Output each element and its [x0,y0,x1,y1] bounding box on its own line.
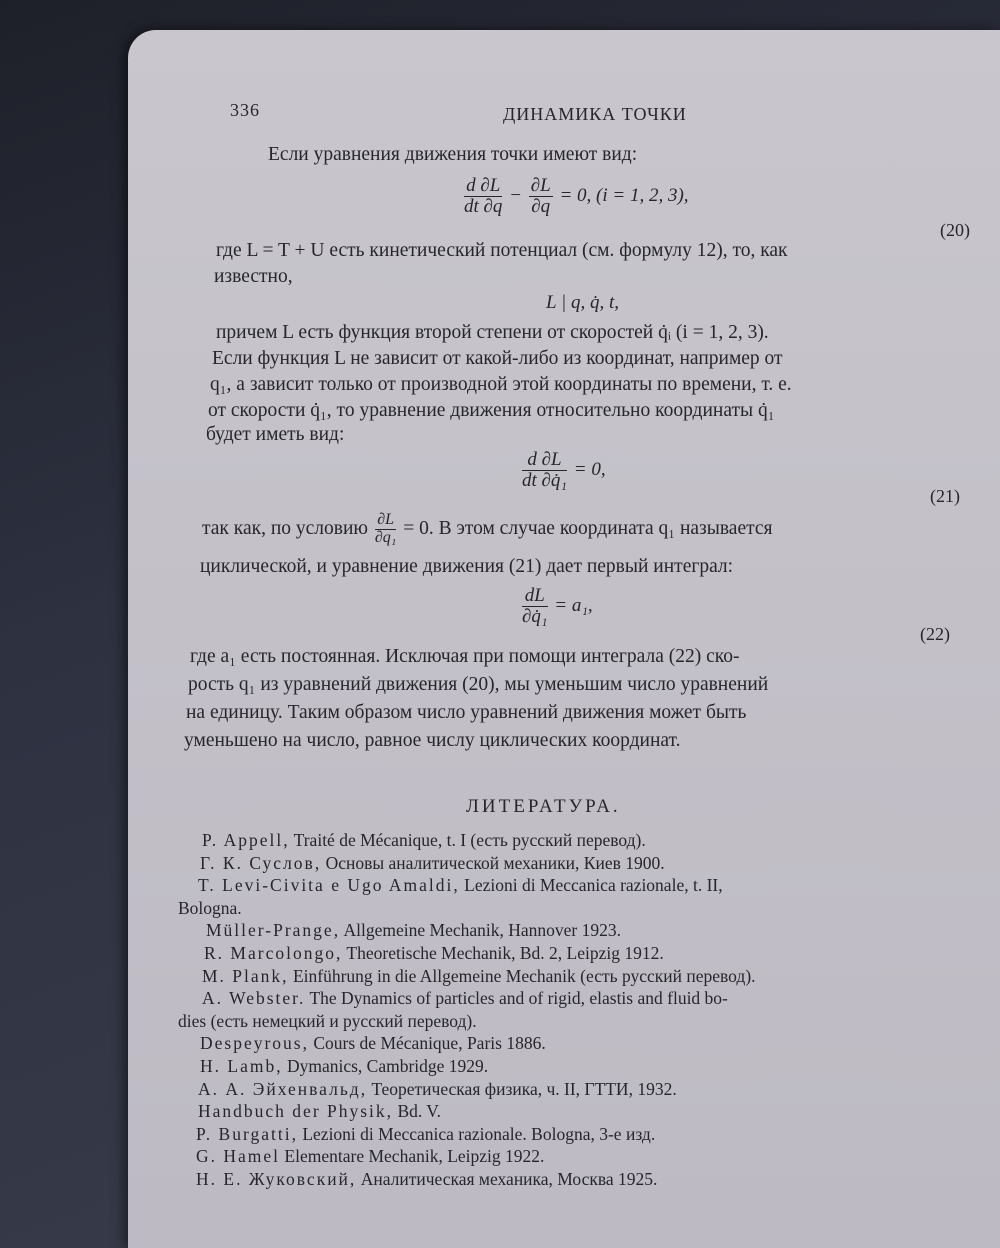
running-title: ДИНАМИКА ТОЧКИ [503,104,687,124]
paragraph-line: где L = T + U есть кинетический потенциал (см. формулу 12), то, как [216,240,788,261]
reference-title: Elementare Mechanik, Leipzig 1922. [284,1146,545,1167]
reference-title: Dymanics, Cambridge 1929. [286,1056,489,1076]
reference-item [196,1146,544,1167]
reference-item [204,943,664,964]
equation-lagrangian-args: L | q, q̇, t, [546,292,619,313]
paragraph-line: Если уравнения движения точки имеют вид: [268,144,638,165]
book-page [128,30,1000,1248]
reference-author: P. Burgatti, [196,1123,298,1144]
reference-item [198,1101,441,1122]
reference-author: Müller-Prange, [206,920,341,941]
reference-title: Lezioni di Meccanica razionale. Bologna, 3-е изд. [302,1123,656,1144]
paragraph-line: так как, по условию $\frac{\partial L}{\text{∂q₁}}$ = 0. В этом случае координата q₁ называется [202,511,773,546]
reference-author: H. Lamb, [200,1056,283,1076]
paragraph-line: известно, [214,266,293,287]
reference-author: Н. Е. Жуковский, [196,1169,357,1189]
reference-title: Lezioni di Meccanica razionale, t. II, [464,875,723,896]
reference-item [178,898,242,919]
eq20-frac-1: $\frac{d \partial L}{dt \partial q}$ [464,175,503,217]
reference-author: R. Marcolongo, [204,943,343,963]
reference-author: Handbuch der Physik, [198,1101,394,1122]
reference-title: Основы аналитической механики, Киев 1900. [325,852,665,873]
paragraph-line: на единицу. Таким образом число уравнений движения может быть [186,702,747,723]
reference-author: T. Levi-Civita e Ugo Amaldi, [198,875,460,896]
reference-title: Аналитическая механика, Москва 1925. [360,1169,658,1189]
reference-item [200,853,665,874]
paragraph-line: от скорости q̇₁, то уравнение движения относительно координаты q̇₁ [208,400,775,421]
reference-item [198,875,723,896]
reference-item [198,1079,677,1100]
paragraph-line: причем L есть функция второй степени от скоростей q̇ᵢ (i = 1, 2, 3). [216,322,769,343]
equation-21: $\frac{d \partial L}{\text{dt ∂q̇₁}}$ = 0, [522,449,606,491]
reference-item [202,988,728,1009]
equation-20: $\frac{d \partial L}{dt \partial q}$ − $\frac{\partial L}{\partial q}$ = 0, (i = 1, 2, 3), [464,175,689,217]
equation-number-22: (22) [920,624,950,644]
paragraph-line: будет иметь вид: [206,424,345,445]
reference-author: A. Webster. [202,988,306,1009]
reference-title: Allgemeine Mechanik, Hannover 1923. [343,920,621,941]
reference-title: Traité de Mécanique, t. I (есть русский перевод). [293,830,646,850]
paragraph-line: q₁, а зависит только от производной этой координаты по времени, т. е. [210,374,792,395]
reference-title: Bd. V. [397,1101,442,1122]
reference-item [200,1056,488,1077]
paragraph-line: уменьшено на число, равное числу циклических координат. [184,730,681,751]
reference-item [206,920,621,941]
reference-item [200,1033,546,1054]
reference-item [196,1124,655,1145]
reference-item [178,1011,477,1032]
reference-author: M. Plank, [202,965,289,986]
reference-item [202,830,646,851]
reference-author: Г. К. Суслов, [200,852,322,873]
reference-title: Theoretische Mechanik, Bd. 2, Leipzig 1912. [346,943,664,963]
reference-author: G. Hamel [196,1146,281,1167]
eq20-frac-2: $\frac{\partial L}{\partial q}$ [530,175,551,217]
reference-item [196,1169,657,1190]
reference-title: The Dynamics of particles and of rigid, elastis and fluid bo- [309,988,728,1009]
reference-title: Bologna. [178,897,242,918]
reference-author: Despeyrous, [200,1033,309,1054]
paragraph-line: рость q₁ из уравнений движения (20), мы уменьшим число уравнений [188,674,769,695]
reference-author: P. Appell, [202,830,290,850]
equation-number-21: (21) [930,486,960,506]
paragraph-line: где a₁ есть постоянная. Исключая при помощи интеграла (22) ско- [190,646,740,667]
reference-title: Теоретическая физика, ч. II, ГТТИ, 1932. [371,1078,677,1099]
page-number: 336 [230,100,260,120]
reference-title: Cours de Mécanique, Paris 1886. [313,1033,546,1054]
reference-author: А. А. Эйхенвальд, [198,1078,368,1099]
reference-title: dies (есть немецкий и русский перевод). [178,1010,477,1031]
paragraph-line: циклической, и уравнение движения (21) дает первый интеграл: [200,556,734,577]
equation-number-20: (20) [940,220,970,240]
reference-item [202,966,756,987]
eq21-frac: $\frac{d \partial L}{\text{dt ∂q̇₁}}$ [522,449,568,491]
eq22-frac: $\frac{dL}{\text{∂q̇₁}}$ [522,585,548,627]
paragraph-line: Если функция L не зависит от какой-либо из координат, например от [212,348,783,369]
inline-fraction: $\frac{\partial L}{\text{∂q₁}}$ [374,511,397,546]
reference-title: Einführung in die Allgemeine Mechanik (есть русский перевод). [292,965,756,986]
equation-22: $\frac{dL}{\text{∂q̇₁}}$ = a₁, [522,585,593,627]
literature-heading: ЛИТЕРАТУРА. [466,796,621,817]
